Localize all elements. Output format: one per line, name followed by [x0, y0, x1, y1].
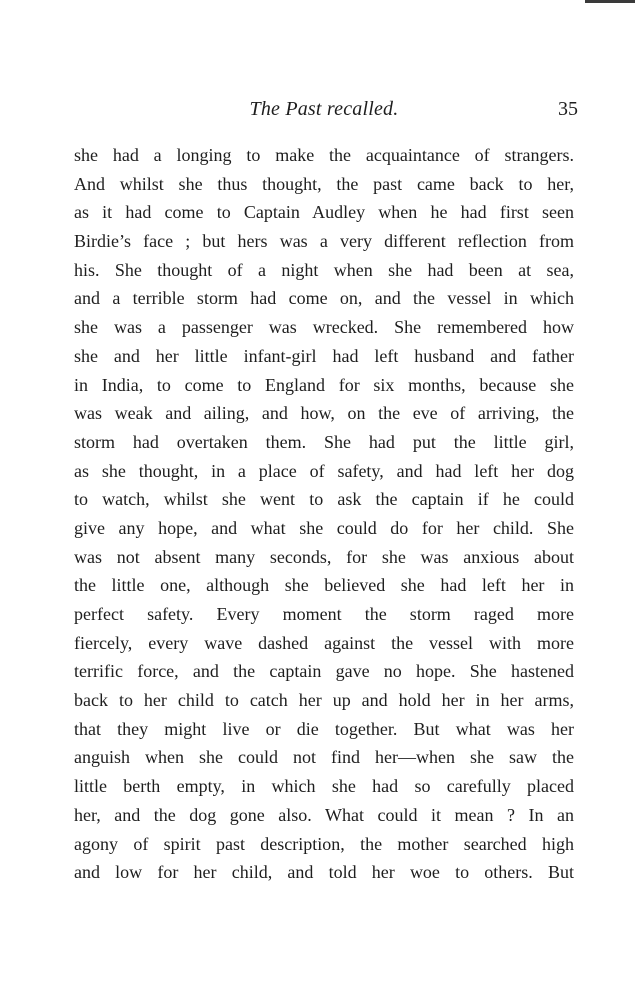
text-line: as she thought, in a place of safety, and had left her dog	[74, 460, 574, 481]
text-line: anguish when she could not find her—when she saw the	[74, 747, 574, 768]
text-line: and low for her child, and told her woe to others. But	[74, 862, 574, 883]
text-line: to watch, whilst she went to ask the captain if he could	[74, 489, 574, 510]
text-line: she was a passenger was wrecked. She remembered how	[74, 317, 574, 338]
text-line: give any hope, and what she could do for her child. She	[74, 517, 574, 538]
text-line: as it had come to Captain Audley when he had first seen	[74, 202, 574, 223]
text-line: storm had overtaken them. She had put the little girl,	[74, 431, 574, 452]
text-line: back to her child to catch her up and hold her in her arms,	[74, 690, 574, 711]
body-text	[74, 141, 574, 887]
text-line: in India, to come to England for six months, because she	[74, 374, 574, 395]
text-line: she had a longing to make the acquaintance of strangers.	[74, 145, 574, 165]
running-head	[70, 98, 578, 126]
text-line: the little one, although she believed she had left her in	[74, 575, 574, 596]
text-line: her, and the dog gone also. What could it mean ? In an	[74, 804, 574, 825]
text-line: was weak and ailing, and how, on the eve of arriving, the	[74, 403, 574, 424]
text-line: terrific force, and the captain gave no hope. She hastened	[74, 661, 574, 682]
text-line: was not absent many seconds, for she was anxious about	[74, 546, 574, 567]
text-line: little berth empty, in which she had so carefully placed	[74, 776, 574, 797]
text-line: his. She thought of a night when she had been at sea,	[74, 259, 574, 280]
page-number: 35	[558, 98, 578, 120]
text-line: fiercely, every wave dashed against the vessel with more	[74, 632, 574, 653]
text-line: Birdie’s face ; but hers was a very different reflection from	[74, 231, 574, 252]
running-title: The Past recalled.	[249, 98, 399, 120]
text-line: and a terrible storm had come on, and the vessel in which	[74, 288, 574, 309]
text-line: that they might live or die together. But what was her	[74, 718, 574, 739]
text-line: agony of spirit past description, the mother searched high	[74, 833, 574, 854]
text-line: perfect safety. Every moment the storm raged more	[74, 604, 574, 624]
page-edge-mark	[585, 0, 635, 3]
text-line: she and her little infant-girl had left husband and father	[74, 345, 574, 366]
text-line: And whilst she thus thought, the past came back to her,	[74, 173, 574, 194]
